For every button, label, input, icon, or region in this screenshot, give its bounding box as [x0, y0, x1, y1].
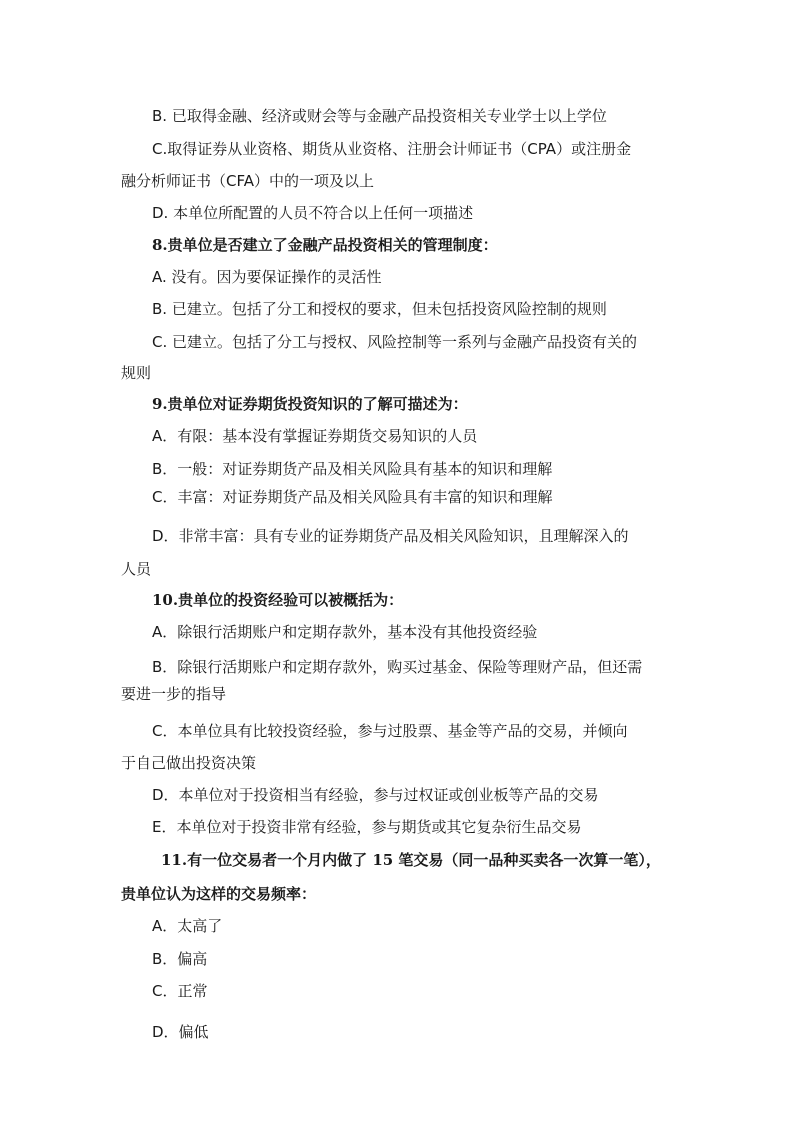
option-b-degree: B. 已取得金融、经济或财会等与金融产品投资相关专业学士以上学位 [152, 107, 607, 125]
question-10: 10.贵单位的投资经验可以被概括为： [152, 591, 404, 609]
q9-option-a: A．有限：基本没有掌握证券期货交易知识的人员 [152, 427, 478, 445]
q10-option-a: A．除银行活期账户和定期存款外，基本没有其他投资经验 [152, 623, 538, 641]
option-c-certificates-cont: 融分析师证书（CFA）中的一项及以上 [121, 172, 374, 190]
q10-option-b: B．除银行活期账户和定期存款外，购买过基金、保险等理财产品，但还需 [152, 658, 643, 676]
question-8: 8.贵单位是否建立了金融产品投资相关的管理制度： [152, 236, 498, 254]
q10-option-d: D．本单位对于投资相当有经验，参与过权证或创业板等产品的交易 [152, 786, 599, 804]
q8-option-a: A. 没有。因为要保证操作的灵活性 [152, 268, 382, 286]
question-11-cont: 贵单位认为这样的交易频率： [121, 885, 317, 903]
q11-option-a: A．太高了 [152, 917, 223, 935]
question-11: 11.有一位交易者一个月内做了 15 笔交易（同一品种买卖各一次算一笔）， [161, 851, 661, 869]
q8-option-c: C. 已建立。包括了分工与授权、风险控制等一系列与金融产品投资有关的 [152, 333, 638, 351]
q11-option-c: C．正常 [152, 982, 208, 1000]
q8-option-b: B. 已建立。包括了分工和授权的要求，但未包括投资风险控制的规则 [152, 300, 607, 318]
option-c-certificates: C.取得证券从业资格、期货从业资格、注册会计师证书（CPA）或注册金 [152, 140, 632, 158]
q8-option-c-cont: 规则 [121, 364, 152, 382]
q9-option-d: D．非常丰富：具有专业的证券期货产品及相关风险知识，且理解深入的 [152, 527, 629, 545]
option-d-none: D. 本单位所配置的人员不符合以上任何一项描述 [152, 204, 474, 222]
q9-option-d-cont: 人员 [121, 560, 152, 578]
q11-option-d: D．偏低 [152, 1023, 209, 1041]
question-9: 9.贵单位对证券期货投资知识的了解可描述为： [152, 395, 468, 413]
q10-option-b-cont: 要进一步的指导 [121, 685, 227, 703]
q10-option-c: C．本单位具有比较投资经验，参与过股票、基金等产品的交易，并倾向 [152, 722, 628, 740]
q10-option-c-cont: 于自己做出投资决策 [121, 754, 257, 772]
q10-option-e: E．本单位对于投资非常有经验，参与期货或其它复杂衍生品交易 [152, 818, 582, 836]
q9-option-c: C．丰富：对证券期货产品及相关风险具有丰富的知识和理解 [152, 488, 553, 506]
q11-option-b: B．偏高 [152, 950, 208, 968]
q9-option-b: B．一般：对证券期货产品及相关风险具有基本的知识和理解 [152, 460, 553, 478]
